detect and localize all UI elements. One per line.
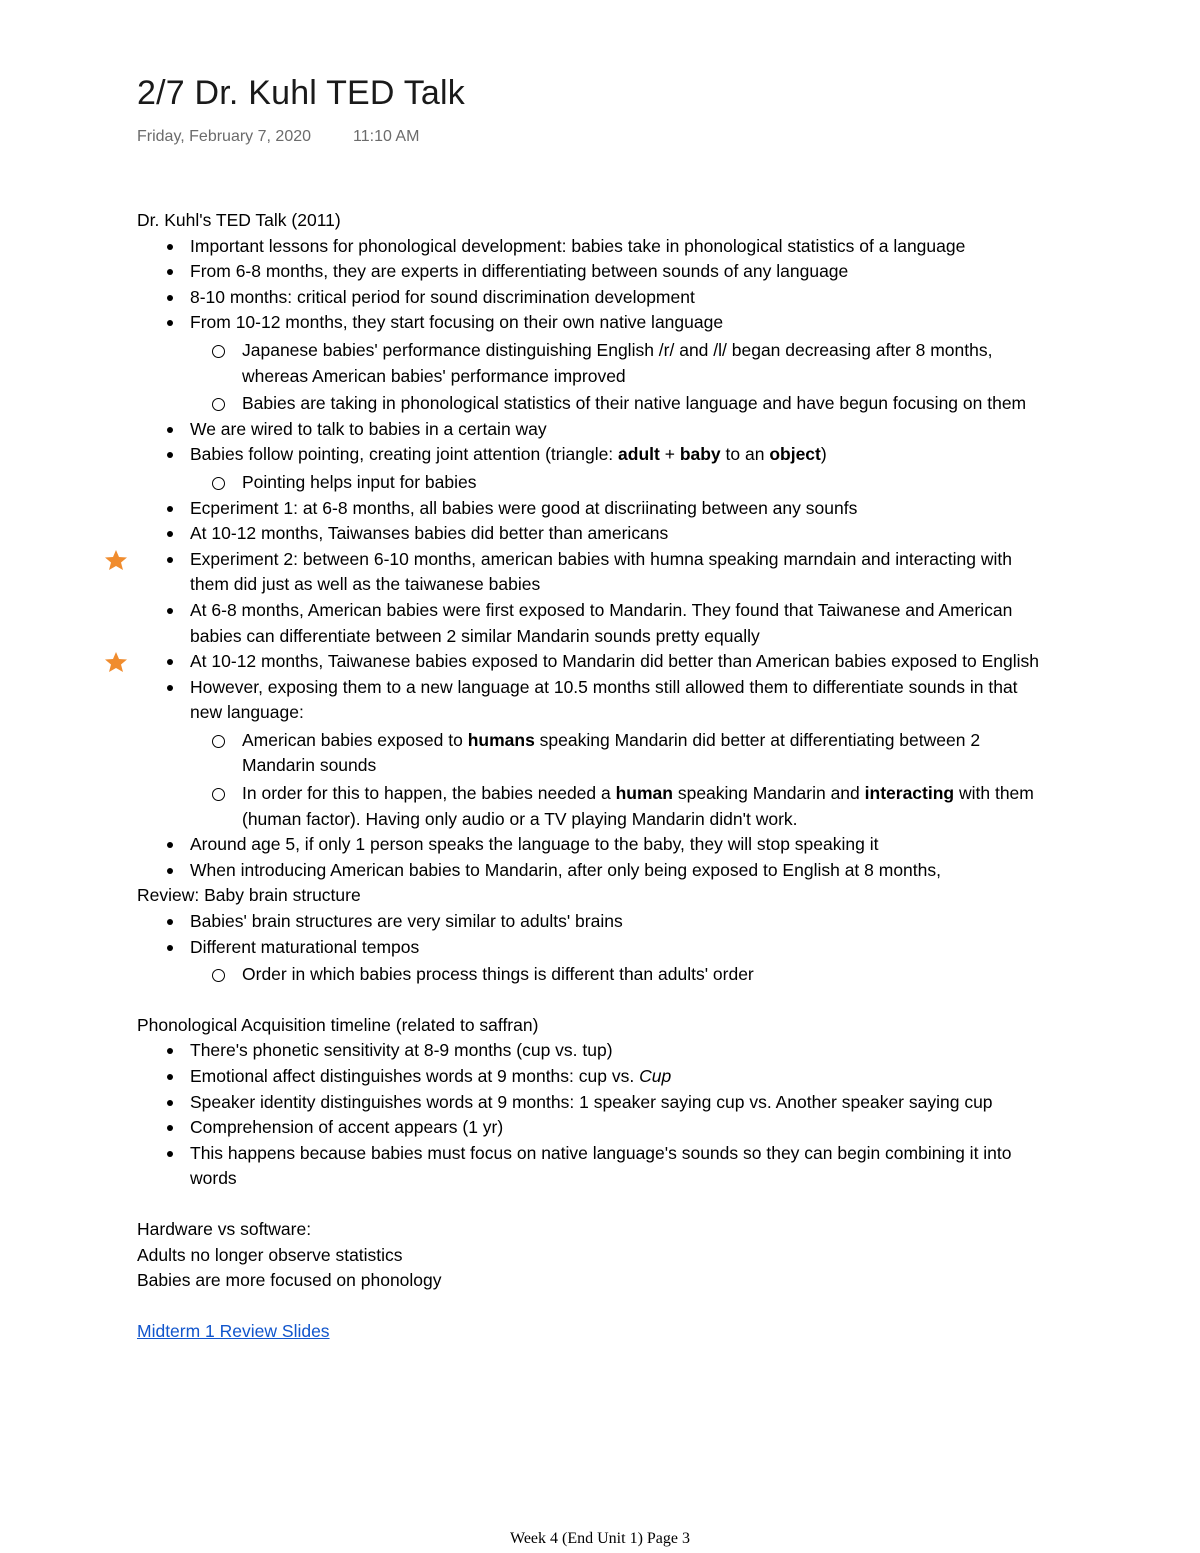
spacer [137,1192,1052,1217]
list-item: This happens because babies must focus on native language's sounds so they can begin combining it into words [137,1141,1052,1192]
list-item: Emotional affect distinguishes words at 9 months: cup vs. Cup [137,1064,1052,1090]
sub-list-item: Japanese babies' performance distinguishing English /r/ and /l/ began decreasing after 8 months, whereas American babies' performance improved [190,338,1052,389]
list-item: Babies follow pointing, creating joint attention (triangle: adult + baby to an object) Pointing helps input for babies [137,442,1052,495]
sub-list-item: Pointing helps input for babies [190,470,1052,496]
list-item: At 10-12 months, Taiwanses babies did better than americans [137,521,1052,547]
spacer [137,988,1052,1013]
text-line: Hardware vs software: [137,1218,312,1239]
page-title: 2/7 Dr. Kuhl TED Talk [137,74,465,112]
list-item: Different maturational tempos Order in which babies process things is different than adults' order [137,935,1052,988]
sub-list [190,338,1052,417]
list-item: Around age 5, if only 1 person speaks the language to the baby, they will stop speaking it [137,832,1052,858]
star-icon [104,549,128,571]
list-item: Ecperiment 1: at 6-8 months, all babies were good at discriinating between any sounfs [137,496,1052,522]
note-body [137,208,1052,1344]
star-icon [104,651,128,673]
section-heading-kuhl: Dr. Kuhl's TED Talk (2011) [137,210,341,230]
text-line: Adults no longer observe statistics [137,1244,403,1265]
note-metadata [137,128,419,146]
list-item: From 10-12 months, they start focusing on their own native language Japanese babies' performance distinguishing English /r/ and /l/ began decreasing after 8 months, whereas American babies' performance improved Babies are taking in phonological statistics of their native language and have begun focusing on them [137,310,1052,416]
list-item: Experiment 2: between 6-10 months, american babies with humna speaking marndain and interacting with them did just as well as the taiwanese babies [137,547,1052,598]
sub-list [190,470,1052,496]
page-footer: Week 4 (End Unit 1) Page 3 [510,1530,690,1547]
list-item: Speaker identity distinguishes words at 9 months: 1 speaker saying cup vs. Another speaker saying cup [137,1090,1052,1116]
list-item: At 10-12 months, Taiwanese babies exposed to Mandarin did better than American babies exposed to English [137,649,1052,675]
timeline-list [137,1038,1052,1192]
list-item: When introducing American babies to Mandarin, after only being exposed to English at 8 months, [137,858,1052,884]
sub-list-item: In order for this to happen, the babies needed a human speaking Mandarin and interacting with them (human factor). Having only audio or a TV playing Mandarin didn't work. [190,781,1052,832]
list-item: Comprehension of accent appears (1 yr) [137,1115,1052,1141]
note-time: 11:10 AM [353,128,420,145]
sub-list [190,728,1052,832]
list-item: From 6-8 months, they are experts in differentiating between sounds of any language [137,259,1052,285]
list-item: Important lessons for phonological development: babies take in phonological statistics of a language [137,234,1052,260]
sub-list [190,962,1052,988]
sub-list-item: American babies exposed to humans speaking Mandarin did better at differentiating between 2 Mandarin sounds [190,728,1052,779]
midterm-review-slides-link[interactable]: Midterm 1 Review Slides [137,1320,330,1341]
list-item: 8-10 months: critical period for sound discrimination development [137,285,1052,311]
kuhl-list [137,234,1052,884]
list-item: There's phonetic sensitivity at 8-9 months (cup vs. tup) [137,1038,1052,1064]
list-item: We are wired to talk to babies in a certain way [137,417,1052,443]
spacer [137,1294,1052,1319]
brain-list [137,909,1052,988]
sub-list-item: Order in which babies process things is different than adults' order [190,962,1052,988]
note-date: Friday, February 7, 2020 [137,128,312,145]
sub-list-item: Babies are taking in phonological statistics of their native language and have begun focusing on them [190,391,1052,417]
list-item: However, exposing them to a new language at 10.5 months still allowed them to differentiate sounds in that new language: American babies exposed to humans speaking Mandarin did better at differentiating between 2 Mandarin sounds In order for this to happen, the babies needed a human speaking Mandarin and interacting with them (human factor). Having only audio or a TV playing Mandarin didn't work. [137,675,1052,833]
list-item: At 6-8 months, American babies were first exposed to Mandarin. They found that Taiwanese and American babies can differentiate between 2 similar Mandarin sounds pretty equally [137,598,1052,649]
list-item: Babies' brain structures are very similar to adults' brains [137,909,1052,935]
section-heading-brain: Review: Baby brain structure [137,885,361,906]
section-heading-timeline: Phonological Acquisition timeline (related to saffran) [137,1014,539,1035]
text-line: Babies are more focused on phonology [137,1270,442,1291]
